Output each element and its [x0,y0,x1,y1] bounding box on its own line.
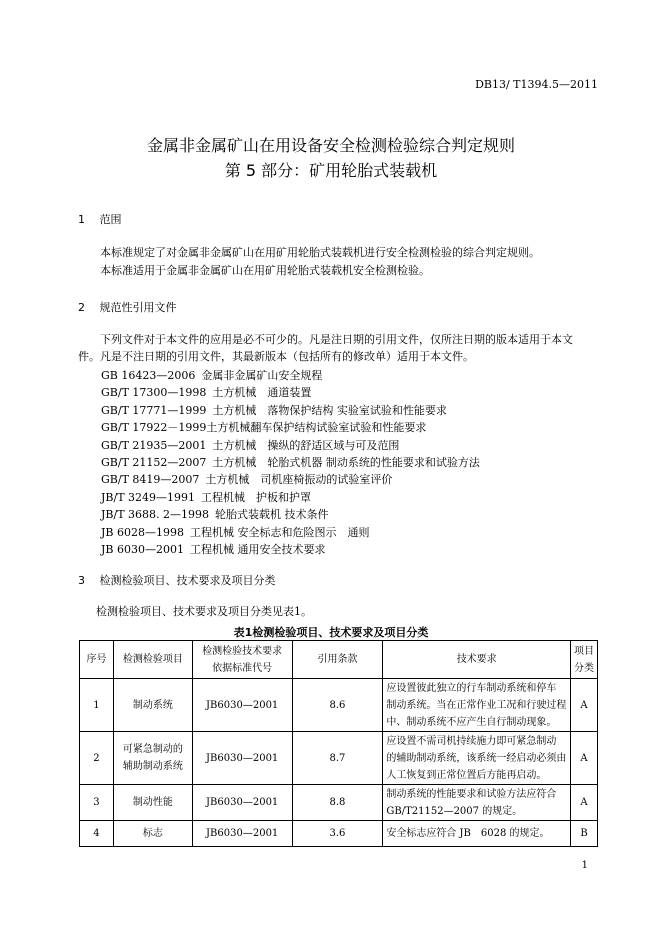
cell-requirement [383,785,571,821]
cell-class: A [571,679,598,732]
reference-title: 土方机械 落物保护结构 实验室试验和性能要求 [212,403,447,417]
reference-item [101,506,480,523]
header-basis-line: 依据标准代号 [212,662,273,674]
section-3-title: 检测检验项目、技术要求及项目分类 [99,574,276,587]
reference-code: GB 16423—2006 [101,369,196,382]
reference-code: JB 6028—1998 [101,525,184,539]
cell-seq: 3 [80,785,114,821]
requirement-line: 制动系统。当在正常作业工况和行驶过程 [386,699,567,711]
header-clause: 引用条款 [292,641,383,679]
table-caption: 表1检测检验项目、技术要求及项目分类 [233,626,429,639]
reference-code: GB/T 17771—1999 [101,403,207,417]
cell-item: 标志 [113,821,192,847]
table-header-row [80,641,598,679]
reference-title: 土方机械翻车保护结构试验室试验和性能要求 [206,421,427,435]
reference-item [101,384,480,401]
cell-clause: 3.6 [292,821,383,847]
cell-class: A [571,785,598,821]
reference-code: JB/T 3688. 2—1998 [101,508,210,522]
reference-title: 土方机械 通道装置 [212,386,312,400]
cell-basis: JB6030—2001 [192,732,292,785]
cell-basis: JB6030—2001 [192,785,292,821]
reference-title: 土方机械 轮胎式机器 制动系统的性能要求和试验方法 [212,456,480,470]
cell-requirement [383,821,571,847]
cell-seq: 4 [80,821,114,847]
reference-item [101,471,480,488]
requirement-line: 制动系统的性能要求和试验方法应符合 [386,788,557,800]
cell-basis: JB6030—2001 [192,821,292,847]
cell-class: A [571,732,598,785]
cell-requirement [383,679,571,732]
reference-title: 土方机械 司机座椅振动的试验室评价 [205,473,393,487]
reference-item [101,367,480,384]
header-item: 检测检验项目 [113,641,192,679]
item-line: 辅助制动系统 [122,761,183,772]
table-row [80,732,598,785]
header-requirement: 技术要求 [383,641,571,679]
section-1-number: 1 [78,213,85,226]
reference-item [101,437,480,454]
cell-seq: 1 [80,679,114,732]
reference-code: JB 6030—2001 [101,543,184,557]
header-class [571,641,598,679]
requirement-line: 的辅助制动系统，该系统一经启动必须由 [386,752,567,764]
reference-item [101,524,480,541]
section-1-paragraph-1: 本标准规定了对金属非金属矿山在用矿用轮胎式装载机进行安全检测检验的综合判定规则。 [100,246,540,259]
requirement-line: GB/T21152—2007 的规定。 [386,805,523,817]
section-2-number: 2 [78,301,85,314]
cell-item: 制动性能 [113,785,192,821]
reference-title: 工程机械 护板和护罩 [201,490,312,504]
section-3-heading [78,572,276,588]
table-row [80,821,598,847]
reference-code: GB/T 21152—2007 [101,456,207,470]
section-1-paragraph-2: 本标准适用于金属非金属矿山在用矿用轮胎式装载机安全检测检验。 [100,264,430,277]
reference-code: JB/T 3249—1991 [101,490,196,504]
reference-item [101,419,480,436]
reference-code: GB/T 17922－1999 [101,421,207,435]
section-3-intro: 检测检验项目、技术要求及项目分类见表1。 [96,605,312,618]
requirement-line: 安全标志应符合 JB 6028 的规定。 [386,828,550,839]
section-2-heading [78,299,177,315]
reference-item [101,454,480,471]
reference-title: 工程机械 安全标志和危险图示 通则 [189,525,370,539]
header-basis-line: 检测检验技术要求 [202,645,283,657]
section-1-heading [78,211,122,227]
reference-code: GB/T 17300—1998 [101,386,207,400]
document-code: DB13/ T1394.5—2011 [475,78,598,91]
section-2-title: 规范性引用文件 [99,301,177,314]
reference-title: 土方机械 操纵的舒适区域与可及范围 [212,438,400,452]
requirement-line: 中、制动系统不应产生自行制动现象。 [386,716,557,728]
header-class-line: 分类 [574,662,594,674]
cell-basis: JB6030—2001 [192,679,292,732]
requirement-line: 应设置不需司机持续施力即可紧急制动 [386,735,557,747]
cell-item [113,732,192,785]
inspection-items-table [79,640,598,847]
cell-seq: 2 [80,732,114,785]
cell-requirement [383,732,571,785]
cell-clause: 8.8 [292,785,383,821]
cell-clause: 8.6 [292,679,383,732]
reference-item [101,402,480,419]
section-1-title: 范围 [99,213,122,226]
table-row [80,679,598,732]
normative-references-list [101,367,480,558]
requirement-line: 应设置彼此独立的行车制动系统和停车 [386,682,557,694]
reference-item [101,541,480,558]
reference-title: 工程机械 通用安全技术要求 [189,543,326,557]
reference-item [101,489,480,506]
requirement-line: 人工恢复到正常位置后方能再启动。 [386,769,547,781]
document-subtitle: 第 5 部分：矿用轮胎式装载机 [224,161,438,180]
header-seq: 序号 [80,641,114,679]
header-basis [192,641,292,679]
section-2-intro-line-1: 下列文件对于本文件的应用是必不可少的。凡是注日期的引用文件，仅所注日期的版本适用于本文 [100,333,573,346]
section-3-number: 3 [78,574,85,587]
section-2-intro-line-2: 件。凡是不注日期的引用文件，其最新版本（包括所有的修改单）适用于本文件。 [78,350,474,363]
reference-title: 金属非金属矿山安全规程 [201,369,323,382]
reference-code: GB/T 21935—2001 [101,438,207,452]
reference-code: GB/T 8419—2007 [101,473,200,487]
header-class-line: 项目 [574,645,594,657]
item-line: 可紧急制动的 [122,744,183,755]
cell-item: 制动系统 [113,679,192,732]
table-row [80,785,598,821]
cell-class: B [571,821,598,847]
cell-clause: 8.7 [292,732,383,785]
page-number: 1 [581,860,588,871]
reference-title: 轮胎式装载机 技术条件 [215,508,329,522]
document-title: 金属非金属矿山在用设备安全检测检验综合判定规则 [146,136,515,155]
